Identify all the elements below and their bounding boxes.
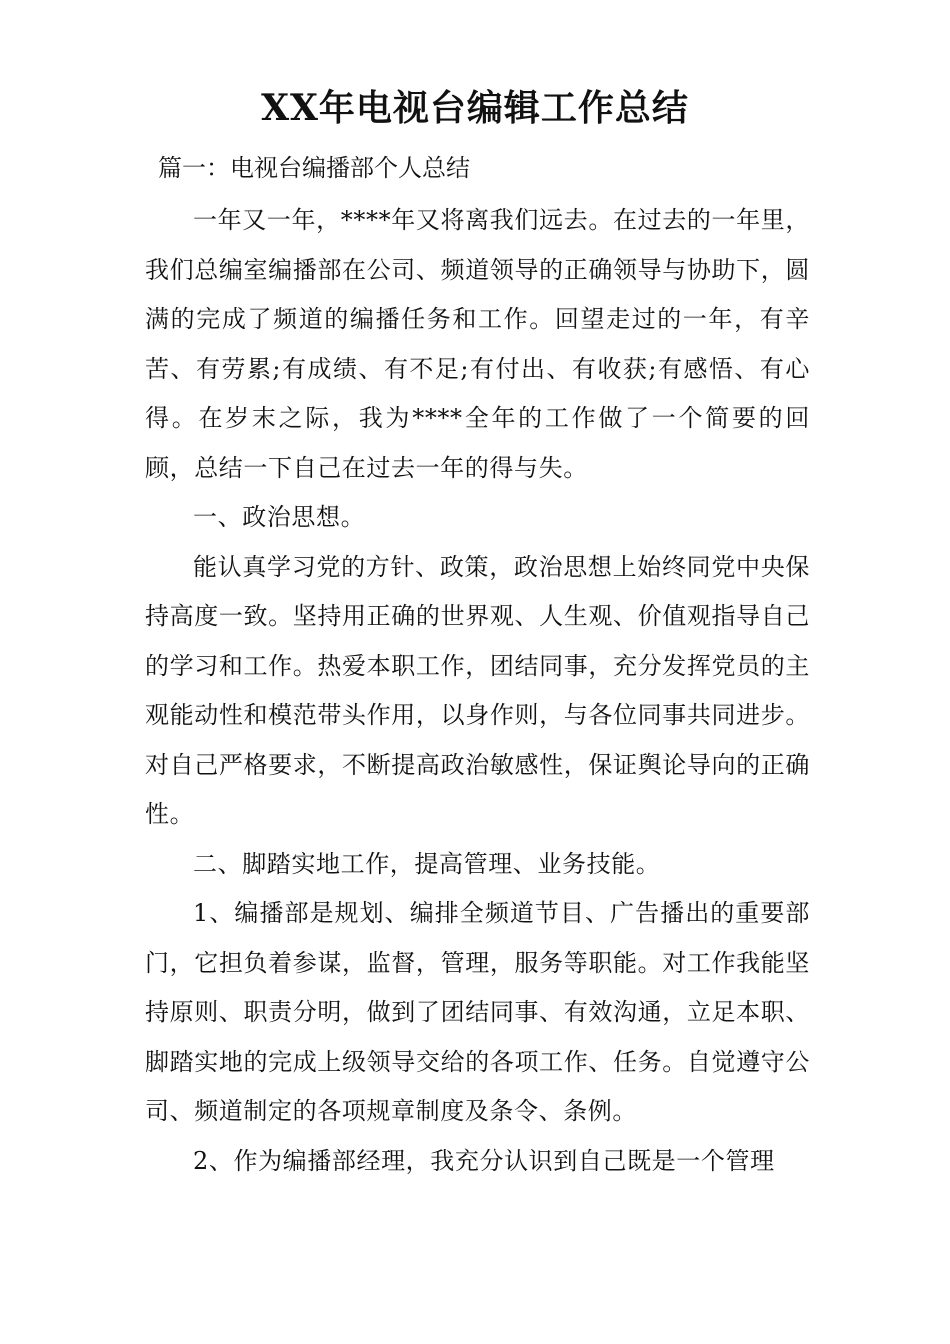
paragraph-heading-work: 二、脚踏实地工作，提高管理、业务技能。 (193, 849, 661, 878)
paragraph-item-2: 2、作为编播部经理，我充分认识到自己既是一个管理 (193, 1146, 775, 1175)
document-title: XX年电视台编辑工作总结 (261, 87, 689, 129)
paragraph-heading-politics: 一、政治思想。 (193, 503, 366, 531)
paragraph-politics: 能认真学习党的方针、政策，政治思想上始终同党中央保持高度一致。坚持用正确的世界观、人生观、价值观指导自己的学习和工作。热爱本职工作，团结同事，充分发挥党员的主观能动性和模范带头作用，以身作则，与各位同事共同进步。对自己严格要求，不断提高政治敏感性，保证舆论导向的正确性。 (145, 552, 810, 828)
paragraph-intro: 一年又一年，****年又将离我们远去。在过去的一年里，我们总编室编播部在公司、频道领导的正确领导与协助下，圆满的完成了频道的编播任务和工作。回望走过的一年，有辛苦、有劳累;有成绩、有不足;有付出、有收获;有感悟、有心得。在岁末之际，我为****全年的工作做了一个简要的回顾，总结一下自己在过去一年的得与失。 (145, 206, 810, 482)
section-heading: 篇一：电视台编播部个人总结 (158, 154, 470, 182)
document-body (145, 196, 810, 1186)
paragraph-item-1: 1、编播部是规划、编排全频道节目、广告播出的重要部门，它担负着参谋，监督，管理，服务等职能。对工作我能坚持原则、职责分明，做到了团结同事、有效沟通，立足本职、脚踏实地的完成上级领导交给的各项工作、任务。自觉遵守公司、频道制定的各项规章制度及条令、条例。 (145, 899, 810, 1125)
